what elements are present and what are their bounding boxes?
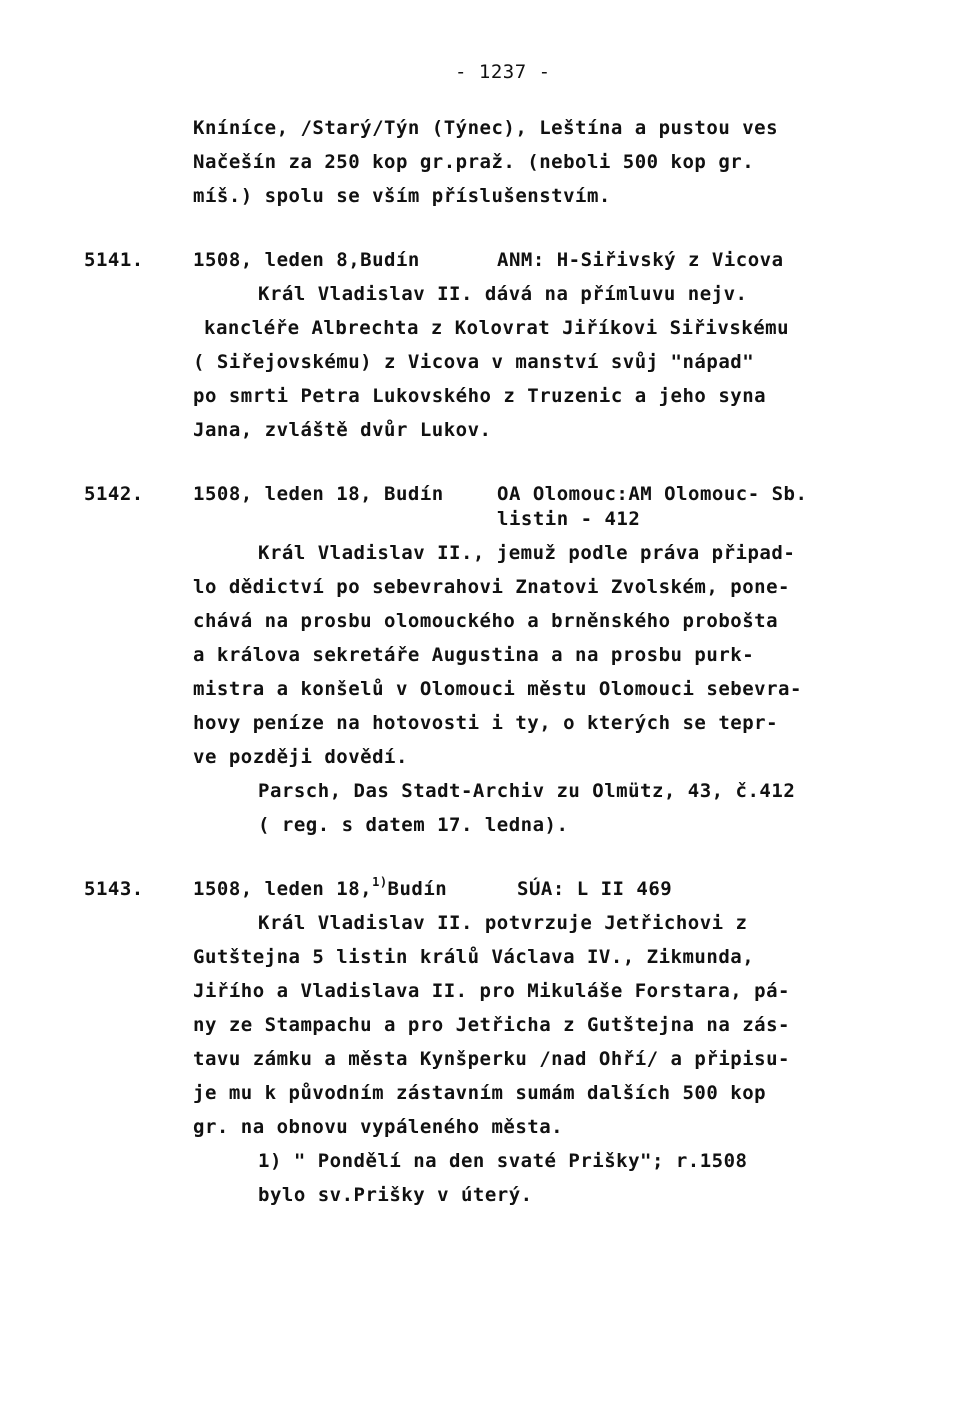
entry-line: po smrti Petra Lukovského z Truzenic a jeho syna: [193, 385, 767, 407]
entry-archive: SÚA: L II 469: [517, 878, 673, 900]
entry-line: Jana, zvláště dvůr Lukov.: [193, 419, 492, 441]
entry-line: Gutštejna 5 listin králů Václava IV., Zikmunda,: [193, 946, 755, 968]
entry-citation: ( reg. s datem 17. ledna).: [258, 814, 569, 836]
entry-footnote: bylo sv.Prišky v úterý.: [258, 1184, 533, 1206]
entry-number: 5143.: [84, 878, 144, 900]
entry-number: 5141.: [84, 249, 144, 271]
entry-line: lo dědictví po sebevrahovi Znatovi Zvolském, pone-: [193, 576, 790, 598]
footnote-marker: 1): [372, 875, 388, 889]
entry-number: 5142.: [84, 483, 144, 505]
entry-footnote: 1) " Pondělí na den svaté Prišky"; r.1508: [258, 1150, 748, 1172]
entry-line: kancléře Albrechta z Kolovrat Jiříkovi Siřivskému: [204, 317, 790, 339]
entry-archive: ANM: H-Siřivský z Vicova: [497, 249, 784, 271]
entry-line: ( Siřejovskému) z Vicova v manství svůj "nápad": [193, 351, 755, 373]
entry-line: Jiřího a Vladislava II. pro Mikuláše Forstara, pá-: [193, 980, 790, 1002]
entry-line: chává na prosbu olomouckého a brněnského probošta: [193, 610, 779, 632]
intro-line: Načešín za 250 kop gr.praž. (neboli 500 kop gr.: [193, 151, 755, 173]
entry-line: je mu k původním zástavním sumám dalších 500 kop: [193, 1082, 767, 1104]
entry-header-place: Budín: [387, 878, 448, 900]
entry-line: ve později dovědí.: [193, 746, 408, 768]
entry-header: 1508, leden 18, Budín: [193, 483, 444, 505]
entry-header: [193, 877, 447, 901]
intro-line: míš.) spolu se vším příslušenstvím.: [193, 185, 611, 207]
entry-line: Král Vladislav II. dává na přímluvu nejv.: [258, 283, 748, 305]
entry-line: mistra a konšelů v Olomouci městu Olomouci sebevra-: [193, 678, 802, 700]
page-number: - 1237 -: [455, 61, 551, 83]
entry-archive-continued: listin - 412: [497, 508, 641, 530]
entry-archive: OA Olomouc:AM Olomouc- Sb.: [497, 483, 808, 505]
entry-line: ny ze Stampachu a pro Jetřicha z Gutštejna na zás-: [193, 1014, 790, 1036]
entry-header-text: 1508, leden 18,: [193, 878, 373, 900]
intro-line: Kníníce, /Starý/Týn (Týnec), Leštína a pustou ves: [193, 117, 779, 139]
entry-header: 1508, leden 8,Budín: [193, 249, 420, 271]
entry-line: Král Vladislav II., jemuž podle práva připad-: [258, 542, 796, 564]
entry-line: a králova sekretáře Augustina a na prosbu purk-: [193, 644, 755, 666]
entry-line: Král Vladislav II. potvrzuje Jetřichovi z: [258, 912, 748, 934]
entry-line: tavu zámku a města Kynšperku /nad Ohří/ a připisu-: [193, 1048, 790, 1070]
entry-line: gr. na obnovu vypáleného města.: [193, 1116, 564, 1138]
entry-line: hovy peníze na hotovosti i ty, o kterých se tepr-: [193, 712, 779, 734]
entry-citation: Parsch, Das Stadt-Archiv zu Olmütz, 43, č.412: [258, 780, 796, 802]
